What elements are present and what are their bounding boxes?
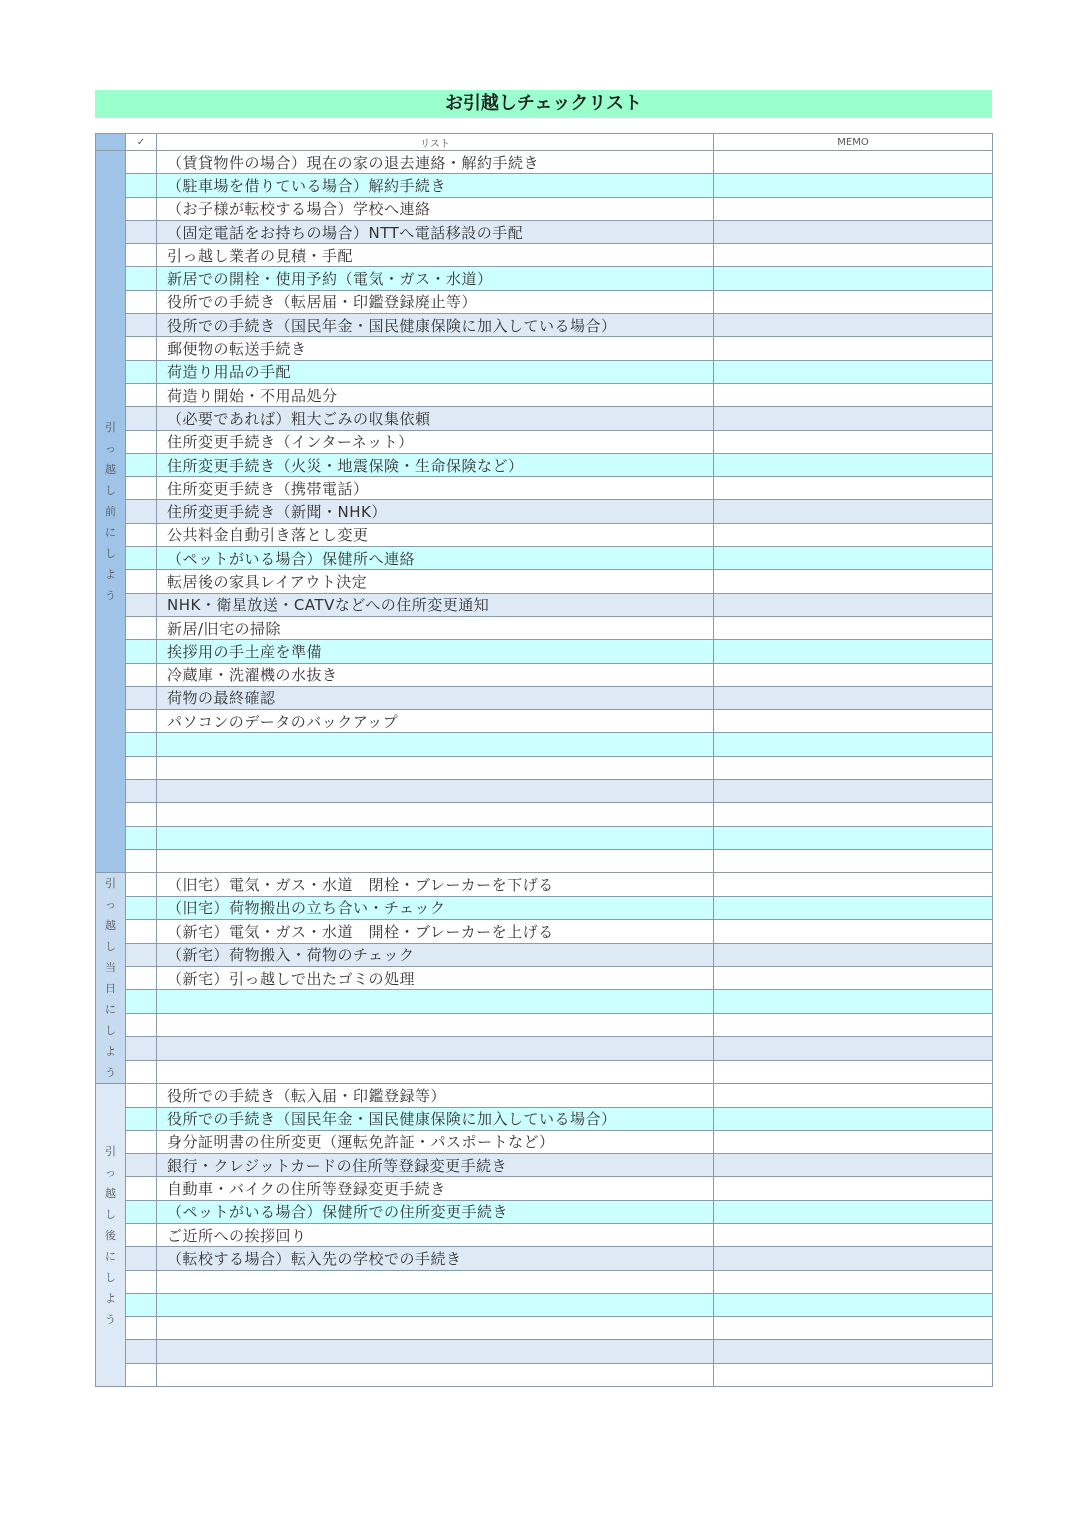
check-cell[interactable]	[126, 663, 157, 686]
list-item	[157, 1363, 714, 1386]
memo-cell[interactable]	[714, 803, 993, 826]
list-item	[157, 849, 714, 872]
memo-cell[interactable]	[714, 360, 993, 383]
section-label-char: よ	[105, 568, 116, 582]
list-item	[157, 826, 714, 849]
list-item: （お子様が転校する場合）学校へ連絡	[157, 197, 714, 220]
checklist-row	[96, 756, 993, 779]
checklist-row	[96, 500, 993, 523]
memo-column-header: MEMO	[714, 134, 993, 151]
check-cell[interactable]	[126, 314, 157, 337]
check-cell[interactable]	[126, 430, 157, 453]
section-label-char: う	[105, 589, 116, 603]
memo-cell[interactable]	[714, 686, 993, 709]
checklist-row	[96, 966, 993, 989]
memo-cell[interactable]	[714, 407, 993, 430]
memo-cell[interactable]	[714, 1177, 993, 1200]
checklist-row	[96, 849, 993, 872]
checklist-row	[96, 547, 993, 570]
list-item	[157, 1293, 714, 1316]
section-label-char: に	[105, 1249, 116, 1263]
memo-cell[interactable]	[714, 453, 993, 476]
check-cell[interactable]	[126, 1247, 157, 1270]
section-label-char: よ	[105, 1291, 116, 1305]
section-label-char: に	[105, 526, 116, 540]
section-label-char: 日	[105, 982, 116, 996]
header-row	[96, 134, 993, 151]
memo-cell[interactable]	[714, 523, 993, 546]
checklist-row	[96, 920, 993, 943]
memo-cell[interactable]	[714, 1247, 993, 1270]
section-label-char: 前	[105, 505, 116, 519]
check-cell[interactable]	[126, 896, 157, 919]
check-cell[interactable]	[126, 244, 157, 267]
checklist-row	[96, 290, 993, 313]
checklist-row	[96, 1013, 993, 1036]
section-label-char: っ	[105, 1165, 116, 1179]
memo-cell[interactable]	[714, 920, 993, 943]
section-header-cell	[96, 134, 126, 151]
section-label-char: 越	[105, 1186, 116, 1200]
check-cell[interactable]	[126, 756, 157, 779]
section-before-move-label	[96, 151, 126, 873]
list-item: 役所での手続き（国民年金・国民健康保険に加入している場合）	[157, 314, 714, 337]
checklist-row	[96, 733, 993, 756]
list-item	[157, 1013, 714, 1036]
section-moving-day-label	[96, 873, 126, 1084]
checklist-sheet	[95, 133, 992, 1387]
list-item: 荷造り開始・不用品処分	[157, 383, 714, 406]
checklist-row	[96, 197, 993, 220]
checklist-row	[96, 1037, 993, 1060]
checklist-row	[96, 826, 993, 849]
memo-cell[interactable]	[714, 290, 993, 313]
list-item	[157, 803, 714, 826]
checklist-row	[96, 1200, 993, 1223]
list-item: （賃貸物件の場合）現在の家の退去連絡・解約手続き	[157, 151, 714, 174]
check-cell[interactable]	[126, 1223, 157, 1246]
list-item: （ペットがいる場合）保健所へ連絡	[157, 547, 714, 570]
checklist-row	[96, 1270, 993, 1293]
check-cell[interactable]	[126, 383, 157, 406]
section-label-char: し	[105, 940, 116, 954]
memo-cell[interactable]	[714, 733, 993, 756]
check-cell[interactable]	[126, 780, 157, 803]
list-item: 冷蔵庫・洗濯機の水抜き	[157, 663, 714, 686]
check-cell[interactable]	[126, 733, 157, 756]
memo-cell[interactable]	[714, 1340, 993, 1363]
page-title: お引越しチェックリスト	[95, 90, 992, 118]
check-cell[interactable]	[126, 1177, 157, 1200]
checklist-row	[96, 663, 993, 686]
memo-cell[interactable]	[714, 826, 993, 849]
list-item: （新宅）荷物搬入・荷物のチェック	[157, 943, 714, 966]
memo-cell[interactable]	[714, 710, 993, 733]
check-cell[interactable]	[126, 570, 157, 593]
memo-cell[interactable]	[714, 1107, 993, 1130]
memo-cell[interactable]	[714, 1270, 993, 1293]
check-cell[interactable]	[126, 1154, 157, 1177]
list-item	[157, 1060, 714, 1084]
memo-cell[interactable]	[714, 849, 993, 872]
check-cell[interactable]	[126, 943, 157, 966]
memo-cell[interactable]	[714, 267, 993, 290]
checklist-row	[96, 1060, 993, 1084]
checklist-rows	[96, 151, 993, 1387]
list-item: 住所変更手続き（新聞・NHK）	[157, 500, 714, 523]
memo-cell[interactable]	[714, 314, 993, 337]
check-cell[interactable]	[126, 197, 157, 220]
list-item: 新居での開栓・使用予約（電気・ガス・水道）	[157, 267, 714, 290]
memo-cell[interactable]	[714, 1084, 993, 1107]
memo-cell[interactable]	[714, 873, 993, 896]
section-label-char: し	[105, 484, 116, 498]
memo-cell[interactable]	[714, 244, 993, 267]
checklist-row	[96, 1154, 993, 1177]
section-label-char: 引	[105, 877, 116, 891]
list-item: （ペットがいる場合）保健所での住所変更手続き	[157, 1200, 714, 1223]
checklist-row	[96, 477, 993, 500]
memo-cell[interactable]	[714, 151, 993, 174]
memo-cell[interactable]	[714, 593, 993, 616]
section-label-char: し	[105, 1207, 116, 1221]
checklist-row	[96, 1340, 993, 1363]
check-cell[interactable]	[126, 523, 157, 546]
checklist-row	[96, 1130, 993, 1153]
memo-cell[interactable]	[714, 477, 993, 500]
list-item: 役所での手続き（転入届・印鑑登録等）	[157, 1084, 714, 1107]
list-item: 身分証明書の住所変更（運転免許証・パスポートなど）	[157, 1130, 714, 1153]
list-item: 役所での手続き（転居届・印鑑登録廃止等）	[157, 290, 714, 313]
checklist-row	[96, 686, 993, 709]
check-cell[interactable]	[126, 710, 157, 733]
check-cell[interactable]	[126, 593, 157, 616]
memo-cell[interactable]	[714, 500, 993, 523]
section-label-char: に	[105, 1003, 116, 1017]
list-item	[157, 990, 714, 1013]
memo-cell[interactable]	[714, 780, 993, 803]
list-item: （必要であれば）粗大ごみの収集依頼	[157, 407, 714, 430]
checklist-row	[96, 780, 993, 803]
list-item: 役所での手続き（国民年金・国民健康保険に加入している場合）	[157, 1107, 714, 1130]
section-after-move-label	[96, 1084, 126, 1387]
checklist-row	[96, 990, 993, 1013]
checklist-row	[96, 1177, 993, 1200]
list-column-header: リスト	[157, 134, 714, 151]
memo-cell[interactable]	[714, 1154, 993, 1177]
memo-cell[interactable]	[714, 383, 993, 406]
memo-cell[interactable]	[714, 990, 993, 1013]
check-cell[interactable]	[126, 920, 157, 943]
section-label-char: し	[105, 1024, 116, 1038]
list-item: 挨拶用の手土産を準備	[157, 640, 714, 663]
section-label-char: 当	[105, 961, 116, 975]
checklist-row	[96, 1107, 993, 1130]
checklist-table	[95, 133, 993, 1387]
check-cell[interactable]	[126, 547, 157, 570]
check-cell[interactable]	[126, 220, 157, 243]
check-cell[interactable]	[126, 873, 157, 896]
memo-cell[interactable]	[714, 197, 993, 220]
check-cell[interactable]	[126, 803, 157, 826]
memo-cell[interactable]	[714, 337, 993, 360]
list-item: （新宅）電気・ガス・水道 開栓・ブレーカーを上げる	[157, 920, 714, 943]
check-cell[interactable]	[126, 849, 157, 872]
check-cell[interactable]	[126, 1084, 157, 1107]
checklist-row	[96, 616, 993, 639]
check-cell[interactable]	[126, 1270, 157, 1293]
checklist-row	[96, 873, 993, 896]
check-cell[interactable]	[126, 990, 157, 1013]
check-cell[interactable]	[126, 686, 157, 709]
checklist-row	[96, 151, 993, 174]
list-item: 新居/旧宅の掃除	[157, 616, 714, 639]
memo-cell[interactable]	[714, 1293, 993, 1316]
checklist-row	[96, 314, 993, 337]
checklist-row	[96, 360, 993, 383]
memo-cell[interactable]	[714, 220, 993, 243]
checklist-row	[96, 896, 993, 919]
list-item: （旧宅）荷物搬出の立ち合い・チェック	[157, 896, 714, 919]
list-item: 住所変更手続き（携帯電話）	[157, 477, 714, 500]
check-cell[interactable]	[126, 151, 157, 174]
checklist-row	[96, 1223, 993, 1246]
checklist-row	[96, 337, 993, 360]
section-label-char: 引	[105, 421, 116, 435]
checklist-row	[96, 523, 993, 546]
check-cell[interactable]	[126, 290, 157, 313]
list-item: ご近所への挨拶回り	[157, 1223, 714, 1246]
list-item: 銀行・クレジットカードの住所等登録変更手続き	[157, 1154, 714, 1177]
memo-cell[interactable]	[714, 1013, 993, 1036]
memo-cell[interactable]	[714, 570, 993, 593]
list-item: パソコンのデータのバックアップ	[157, 710, 714, 733]
checklist-row	[96, 1084, 993, 1107]
check-cell[interactable]	[126, 1013, 157, 1036]
list-item: （新宅）引っ越しで出たゴミの処理	[157, 966, 714, 989]
list-item: 引っ越し業者の見積・手配	[157, 244, 714, 267]
list-item	[157, 1340, 714, 1363]
memo-cell[interactable]	[714, 1060, 993, 1084]
list-item	[157, 1317, 714, 1340]
checklist-row	[96, 943, 993, 966]
check-cell[interactable]	[126, 174, 157, 197]
memo-cell[interactable]	[714, 896, 993, 919]
section-label-char: う	[105, 1066, 116, 1080]
section-label-char: う	[105, 1312, 116, 1326]
check-cell[interactable]	[126, 500, 157, 523]
check-cell[interactable]	[126, 407, 157, 430]
memo-cell[interactable]	[714, 966, 993, 989]
checklist-row	[96, 267, 993, 290]
checklist-row	[96, 1293, 993, 1316]
memo-cell[interactable]	[714, 943, 993, 966]
checklist-row	[96, 407, 993, 430]
check-cell[interactable]	[126, 1340, 157, 1363]
list-item	[157, 1270, 714, 1293]
section-label-char: 越	[105, 463, 116, 477]
check-cell[interactable]	[126, 1130, 157, 1153]
check-cell[interactable]	[126, 616, 157, 639]
memo-cell[interactable]	[714, 174, 993, 197]
section-label-char: っ	[105, 898, 116, 912]
check-cell[interactable]	[126, 477, 157, 500]
check-cell[interactable]	[126, 826, 157, 849]
check-cell[interactable]	[126, 267, 157, 290]
check-cell[interactable]	[126, 1037, 157, 1060]
section-label-char: 引	[105, 1144, 116, 1158]
checklist-row	[96, 430, 993, 453]
memo-cell[interactable]	[714, 1130, 993, 1153]
section-label-char: っ	[105, 442, 116, 456]
check-cell[interactable]	[126, 1200, 157, 1223]
memo-cell[interactable]	[714, 756, 993, 779]
list-item: NHK・衛星放送・CATVなどへの住所変更通知	[157, 593, 714, 616]
checklist-row	[96, 803, 993, 826]
checklist-row	[96, 570, 993, 593]
check-cell[interactable]	[126, 453, 157, 476]
checklist-row	[96, 1247, 993, 1270]
check-cell[interactable]	[126, 1107, 157, 1130]
list-item	[157, 756, 714, 779]
list-item: （固定電話をお持ちの場合）NTTへ電話移設の手配	[157, 220, 714, 243]
check-cell[interactable]	[126, 1293, 157, 1316]
checklist-row	[96, 593, 993, 616]
list-item: （駐車場を借りている場合）解約手続き	[157, 174, 714, 197]
section-label-char: し	[105, 547, 116, 561]
checklist-row	[96, 174, 993, 197]
list-item: 荷物の最終確認	[157, 686, 714, 709]
list-item: 住所変更手続き（火災・地震保険・生命保険など）	[157, 453, 714, 476]
list-item	[157, 780, 714, 803]
checklist-row	[96, 383, 993, 406]
checklist-row	[96, 1317, 993, 1340]
memo-cell[interactable]	[714, 1223, 993, 1246]
memo-cell[interactable]	[714, 663, 993, 686]
list-item: 自動車・バイクの住所等登録変更手続き	[157, 1177, 714, 1200]
list-item: 公共料金自動引き落とし変更	[157, 523, 714, 546]
check-cell[interactable]	[126, 337, 157, 360]
checklist-row	[96, 710, 993, 733]
list-item: 住所変更手続き（インターネット）	[157, 430, 714, 453]
check-cell[interactable]	[126, 1363, 157, 1386]
check-cell[interactable]	[126, 1317, 157, 1340]
section-label-char: 越	[105, 919, 116, 933]
check-cell[interactable]	[126, 640, 157, 663]
list-item	[157, 1037, 714, 1060]
checklist-row	[96, 1363, 993, 1386]
section-label-char: 後	[105, 1228, 116, 1242]
list-item: （転校する場合）転入先の学校での手続き	[157, 1247, 714, 1270]
list-item	[157, 733, 714, 756]
check-column-header: ✓	[126, 134, 157, 151]
memo-cell[interactable]	[714, 1363, 993, 1386]
memo-cell[interactable]	[714, 547, 993, 570]
memo-cell[interactable]	[714, 616, 993, 639]
check-cell[interactable]	[126, 966, 157, 989]
list-item: 郵便物の転送手続き	[157, 337, 714, 360]
list-item: 転居後の家具レイアウト決定	[157, 570, 714, 593]
memo-cell[interactable]	[714, 430, 993, 453]
checklist-row	[96, 453, 993, 476]
memo-cell[interactable]	[714, 640, 993, 663]
memo-cell[interactable]	[714, 1200, 993, 1223]
list-item: （旧宅）電気・ガス・水道 閉栓・ブレーカーを下げる	[157, 873, 714, 896]
checklist-row	[96, 220, 993, 243]
list-item: 荷造り用品の手配	[157, 360, 714, 383]
memo-cell[interactable]	[714, 1317, 993, 1340]
section-label-char: よ	[105, 1045, 116, 1059]
check-cell[interactable]	[126, 1060, 157, 1084]
memo-cell[interactable]	[714, 1037, 993, 1060]
checklist-row	[96, 244, 993, 267]
checklist-row	[96, 640, 993, 663]
section-label-char: し	[105, 1270, 116, 1284]
check-cell[interactable]	[126, 360, 157, 383]
